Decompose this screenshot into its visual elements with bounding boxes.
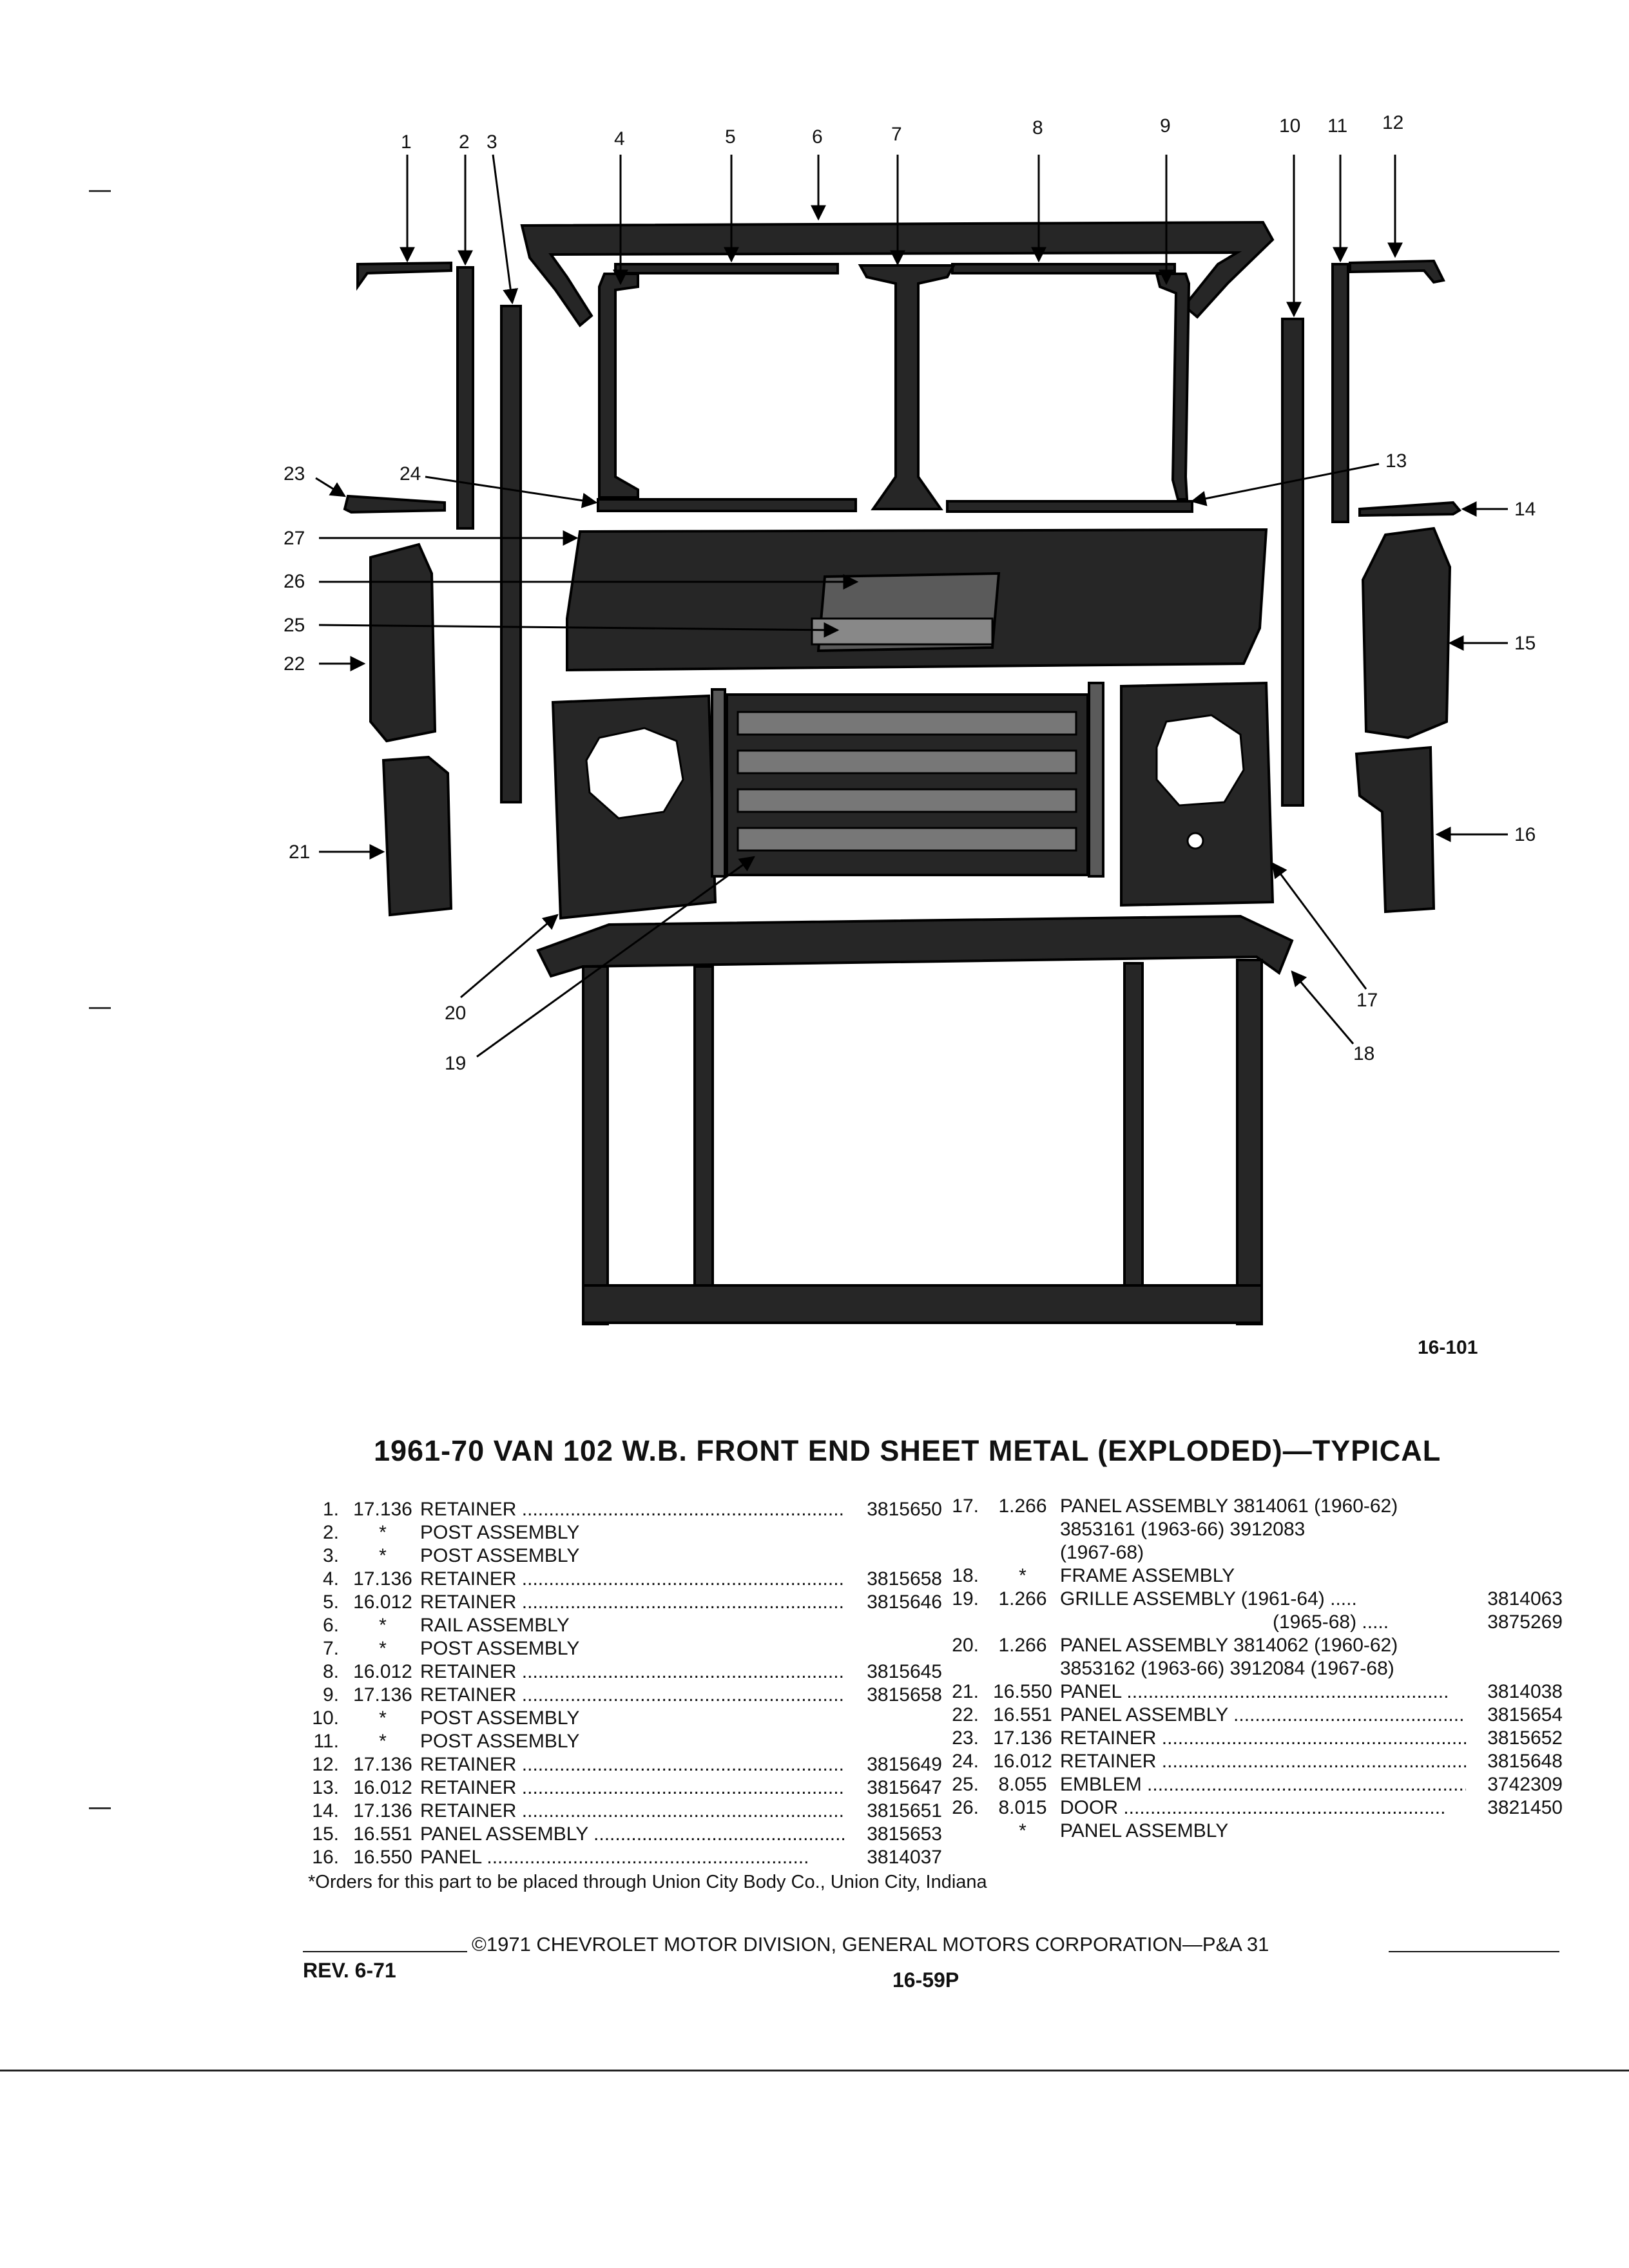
group-number: * <box>1019 1565 1027 1586</box>
part-description: PANEL ASSEMBLY 3814062 (1960-62) <box>1060 1635 1398 1656</box>
footnote: *Orders for this part to be placed through Union City Body Co., Union City, Indiana <box>308 1872 987 1892</box>
lamp-hole <box>1188 833 1203 849</box>
part-number <box>1466 1495 1563 1518</box>
parts-list-row <box>298 1521 942 1544</box>
callout-20: 20 <box>445 1003 467 1024</box>
callout-15: 15 <box>1514 633 1536 654</box>
retainer-12 <box>1350 261 1443 282</box>
item-number: 12. <box>312 1754 339 1775</box>
callout-23: 23 <box>284 463 305 485</box>
post-assembly-2 <box>458 267 473 528</box>
post-assembly-11 <box>1333 264 1348 522</box>
part-number: 3815653 <box>867 1823 942 1845</box>
callout-4: 4 <box>614 128 625 149</box>
callout-1: 1 <box>401 131 412 153</box>
part-description: POST ASSEMBLY <box>420 1707 580 1729</box>
callout-2: 2 <box>459 131 470 153</box>
item-number: 24. <box>952 1751 979 1772</box>
callout-22: 22 <box>284 653 305 675</box>
part-description: RETAINER ..... <box>420 1568 845 1591</box>
retainer-14 <box>1360 503 1460 515</box>
callout-8: 8 <box>1032 117 1043 139</box>
callout-25: 25 <box>284 615 305 636</box>
callout-11: 11 <box>1327 115 1348 137</box>
group-number <box>985 1541 1060 1564</box>
group-number: 17.136 <box>353 1754 412 1775</box>
retainer-9 <box>1157 274 1189 499</box>
frame-leg <box>695 966 713 1292</box>
item-number: 14. <box>312 1800 339 1821</box>
group-number <box>985 1611 1060 1634</box>
parts-list-row <box>938 1657 1563 1680</box>
item-number: 13. <box>312 1777 339 1798</box>
grille-slot <box>738 751 1076 773</box>
part-number: 3821450 <box>1487 1797 1563 1818</box>
part-number: 3815648 <box>1487 1751 1563 1772</box>
part-number: 3815654 <box>1487 1704 1563 1725</box>
parts-list-row <box>938 1611 1563 1634</box>
part-number <box>845 1521 942 1544</box>
group-number: 16.550 <box>353 1847 412 1868</box>
item-number: 4. <box>322 1568 339 1590</box>
parts-list-row <box>298 1684 942 1707</box>
item-number: 23. <box>952 1727 979 1749</box>
item-number: 6. <box>322 1615 339 1636</box>
parts-list-row <box>938 1727 1563 1750</box>
post-assembly-3 <box>501 306 521 802</box>
item-number <box>938 1611 985 1634</box>
group-number: * <box>379 1638 387 1659</box>
item-number: 26. <box>952 1797 979 1818</box>
frame-assembly <box>538 916 1292 976</box>
part-number: 3814063 <box>1487 1588 1563 1610</box>
retainer-13 <box>947 501 1192 512</box>
group-number: 16.551 <box>353 1823 412 1845</box>
item-number: 18. <box>952 1565 979 1586</box>
parts-list-row <box>938 1796 1563 1820</box>
group-number: * <box>379 1522 387 1543</box>
parts-list-row <box>938 1588 1563 1611</box>
item-number: 7. <box>322 1638 339 1659</box>
item-number: 17. <box>952 1495 979 1517</box>
group-number: * <box>1019 1820 1027 1841</box>
part-number <box>1466 1634 1563 1657</box>
callout-14: 14 <box>1514 499 1536 520</box>
part-description: 3853162 (1963-66) 3912084 (1967-68) <box>1060 1658 1394 1679</box>
part-description: RETAINER ..... <box>1060 1727 1466 1750</box>
callout-13: 13 <box>1385 450 1407 472</box>
group-number: 8.055 <box>998 1774 1047 1795</box>
part-number <box>845 1707 942 1730</box>
group-number: 16.550 <box>993 1681 1052 1702</box>
part-number: 3815652 <box>1487 1727 1563 1749</box>
part-description: PANEL ..... <box>420 1846 845 1869</box>
part-description: PANEL ..... <box>1060 1680 1466 1704</box>
callout-18: 18 <box>1353 1043 1375 1064</box>
part-number: 3875269 <box>1487 1611 1563 1633</box>
callout-17: 17 <box>1356 990 1378 1011</box>
item-number: 25. <box>952 1774 979 1795</box>
panel-assembly-22 <box>371 544 435 741</box>
group-number: 16.012 <box>993 1751 1052 1772</box>
post-assembly-10 <box>1282 319 1303 805</box>
parts-list-row <box>938 1564 1563 1588</box>
part-description: PANEL ASSEMBLY <box>1060 1820 1229 1841</box>
part-description: POST ASSEMBLY <box>420 1522 580 1543</box>
group-number: * <box>379 1731 387 1752</box>
part-description: RETAINER ..... <box>420 1498 845 1521</box>
part-number: 3815646 <box>867 1591 942 1613</box>
group-number: 1.266 <box>998 1495 1047 1517</box>
part-number: 3814037 <box>867 1847 942 1868</box>
item-number: 9. <box>322 1684 339 1706</box>
item-number: 20. <box>952 1635 979 1656</box>
copyright-text: ©1971 CHEVROLET MOTOR DIVISION, GENERAL MOTORS CORPORATION—P&A 31 <box>472 1933 1269 1956</box>
parts-list-right <box>938 1495 1563 1843</box>
headlamp-opening-right <box>1157 715 1244 805</box>
callout-24: 24 <box>400 463 421 485</box>
page-number: 16-59P <box>892 1968 959 1992</box>
group-number: 17.136 <box>353 1684 412 1706</box>
part-description: PANEL ASSEMBLY ..... <box>1060 1704 1466 1727</box>
bottom-rule <box>0 2070 1629 2071</box>
grille-bar <box>712 689 725 876</box>
panel-21 <box>383 757 451 915</box>
center-post <box>860 265 954 509</box>
part-description: GRILLE ASSEMBLY (1961-64) ..... <box>1060 1588 1357 1610</box>
parts-list-row <box>298 1660 942 1684</box>
parts-list-row <box>298 1823 942 1846</box>
group-number: * <box>379 1615 387 1636</box>
item-number: 11. <box>313 1731 339 1752</box>
group-number: 16.012 <box>353 1661 412 1682</box>
grille-bar <box>1089 683 1103 876</box>
part-description: RAIL ASSEMBLY <box>420 1615 570 1636</box>
item-number <box>938 1820 985 1843</box>
item-number: 21. <box>952 1681 979 1702</box>
retainer-1 <box>358 263 451 287</box>
part-number: 3815651 <box>867 1800 942 1821</box>
part-description: POST ASSEMBLY <box>420 1638 580 1659</box>
group-number: 16.012 <box>353 1591 412 1613</box>
grille-slot <box>738 828 1076 850</box>
grille-slot <box>738 789 1076 812</box>
parts-list-row <box>298 1614 942 1637</box>
group-number <box>985 1657 1060 1680</box>
group-number: 16.551 <box>993 1704 1052 1725</box>
frame-leg <box>1237 960 1262 1324</box>
group-number: * <box>379 1545 387 1566</box>
part-number: 3815650 <box>867 1499 942 1520</box>
part-number: 3814038 <box>1487 1681 1563 1702</box>
callout-7: 7 <box>891 124 902 145</box>
group-number: 8.015 <box>998 1797 1047 1818</box>
part-number: 3815647 <box>867 1777 942 1798</box>
callout-16: 16 <box>1514 824 1536 845</box>
retainer-4 <box>599 274 638 497</box>
item-number: 10. <box>312 1707 339 1729</box>
part-number: 3815645 <box>867 1661 942 1682</box>
frame-bottom <box>583 1285 1262 1323</box>
callout-5: 5 <box>725 126 736 148</box>
item-number: 19. <box>952 1588 979 1610</box>
item-number <box>938 1518 985 1541</box>
group-number: 1.266 <box>998 1635 1047 1656</box>
parts-list-row <box>938 1773 1563 1796</box>
callout-9: 9 <box>1160 115 1171 137</box>
document-title: 1961-70 VAN 102 W.B. FRONT END SHEET METAL (EXPLODED)—TYPICAL <box>374 1434 1441 1467</box>
parts-list-row <box>938 1820 1563 1843</box>
part-number <box>845 1544 942 1568</box>
item-number: 2. <box>322 1522 339 1543</box>
frame-leg <box>1124 963 1142 1289</box>
panel-assembly-15 <box>1363 528 1450 738</box>
part-number <box>845 1637 942 1660</box>
group-number: * <box>379 1707 387 1729</box>
item-number: 3. <box>322 1545 339 1566</box>
callout-19: 19 <box>445 1053 467 1074</box>
part-number <box>1466 1518 1563 1541</box>
parts-list-row <box>938 1750 1563 1773</box>
part-description: RETAINER ..... <box>420 1753 845 1776</box>
retainer-5 <box>615 264 838 273</box>
group-number: 17.136 <box>993 1727 1052 1749</box>
item-number: 5. <box>322 1591 339 1613</box>
retainer-23 <box>345 496 445 512</box>
part-description: DOOR ..... <box>1060 1796 1466 1820</box>
part-number <box>1466 1820 1563 1843</box>
parts-list-left <box>298 1498 942 1869</box>
emblem-25 <box>812 619 992 644</box>
part-description: POST ASSEMBLY <box>420 1731 580 1752</box>
item-number <box>938 1541 985 1564</box>
part-description: RETAINER ..... <box>420 1776 845 1800</box>
part-description: EMBLEM ..... <box>1060 1773 1466 1796</box>
parts-list-row <box>298 1800 942 1823</box>
parts-list-row <box>298 1707 942 1730</box>
part-number: 3815658 <box>867 1568 942 1590</box>
parts-list-row <box>298 1568 942 1591</box>
parts-list-row <box>298 1637 942 1660</box>
callout-3: 3 <box>487 131 497 153</box>
margin-mark <box>89 1807 111 1809</box>
part-number: 3742309 <box>1487 1774 1563 1795</box>
parts-list-row <box>298 1498 942 1521</box>
item-number: 8. <box>322 1661 339 1682</box>
part-description: RETAINER ..... <box>420 1800 845 1823</box>
part-description: (1965-68) ..... <box>1273 1611 1389 1633</box>
parts-list-row <box>298 1776 942 1800</box>
callout-12: 12 <box>1382 112 1404 133</box>
callout-27: 27 <box>284 528 305 549</box>
part-description: FRAME ASSEMBLY <box>1060 1565 1235 1586</box>
part-number <box>1466 1657 1563 1680</box>
part-description: PANEL ASSEMBLY 3814061 (1960-62) <box>1060 1495 1398 1517</box>
parts-list-row <box>938 1634 1563 1657</box>
panel-16 <box>1356 747 1434 912</box>
parts-list-row <box>298 1591 942 1614</box>
copyright-line <box>303 1933 1559 1959</box>
part-description: RETAINER ..... <box>420 1660 845 1684</box>
part-description: (1967-68) <box>1060 1542 1144 1563</box>
retainer-8 <box>952 264 1175 273</box>
group-number: 17.136 <box>353 1568 412 1590</box>
parts-list-row <box>938 1495 1563 1518</box>
part-number <box>1466 1564 1563 1588</box>
group-number: 17.136 <box>353 1800 412 1821</box>
grille-slot <box>738 712 1076 735</box>
group-number: 1.266 <box>998 1588 1047 1610</box>
part-number <box>845 1730 942 1753</box>
group-number <box>985 1518 1060 1541</box>
item-number: 22. <box>952 1704 979 1725</box>
parts-list-row <box>298 1753 942 1776</box>
item-number: 1. <box>322 1499 339 1520</box>
parts-list-row <box>298 1846 942 1869</box>
figure-number: 16-101 <box>1418 1337 1478 1358</box>
part-number: 3815649 <box>867 1754 942 1775</box>
parts-list-row <box>938 1704 1563 1727</box>
part-number <box>845 1614 942 1637</box>
part-number: 3815658 <box>867 1684 942 1706</box>
parts-list-row <box>298 1544 942 1568</box>
parts-list-row <box>938 1518 1563 1541</box>
part-description: 3853161 (1963-66) 3912083 <box>1060 1519 1306 1540</box>
callout-26: 26 <box>284 571 305 592</box>
callout-21: 21 <box>289 841 311 863</box>
frame-leg <box>583 966 608 1324</box>
parts-list-row <box>938 1680 1563 1704</box>
part-description: RETAINER ..... <box>1060 1750 1466 1773</box>
part-number <box>1466 1541 1563 1564</box>
callout-10: 10 <box>1279 115 1301 137</box>
part-description: POST ASSEMBLY <box>420 1545 580 1566</box>
item-number <box>938 1657 985 1680</box>
part-description: PANEL ASSEMBLY ..... <box>420 1823 845 1846</box>
retainer-24 <box>598 499 856 511</box>
parts-list-row <box>938 1541 1563 1564</box>
group-number: 16.012 <box>353 1777 412 1798</box>
item-number: 16. <box>312 1847 339 1868</box>
part-description: RETAINER ..... <box>420 1591 845 1614</box>
item-number: 15. <box>312 1823 339 1845</box>
revision-label: REV. 6-71 <box>303 1959 396 1982</box>
group-number: 17.136 <box>353 1499 412 1520</box>
part-description: RETAINER ..... <box>420 1684 845 1707</box>
callout-6: 6 <box>812 126 823 148</box>
parts-list-row <box>298 1730 942 1753</box>
